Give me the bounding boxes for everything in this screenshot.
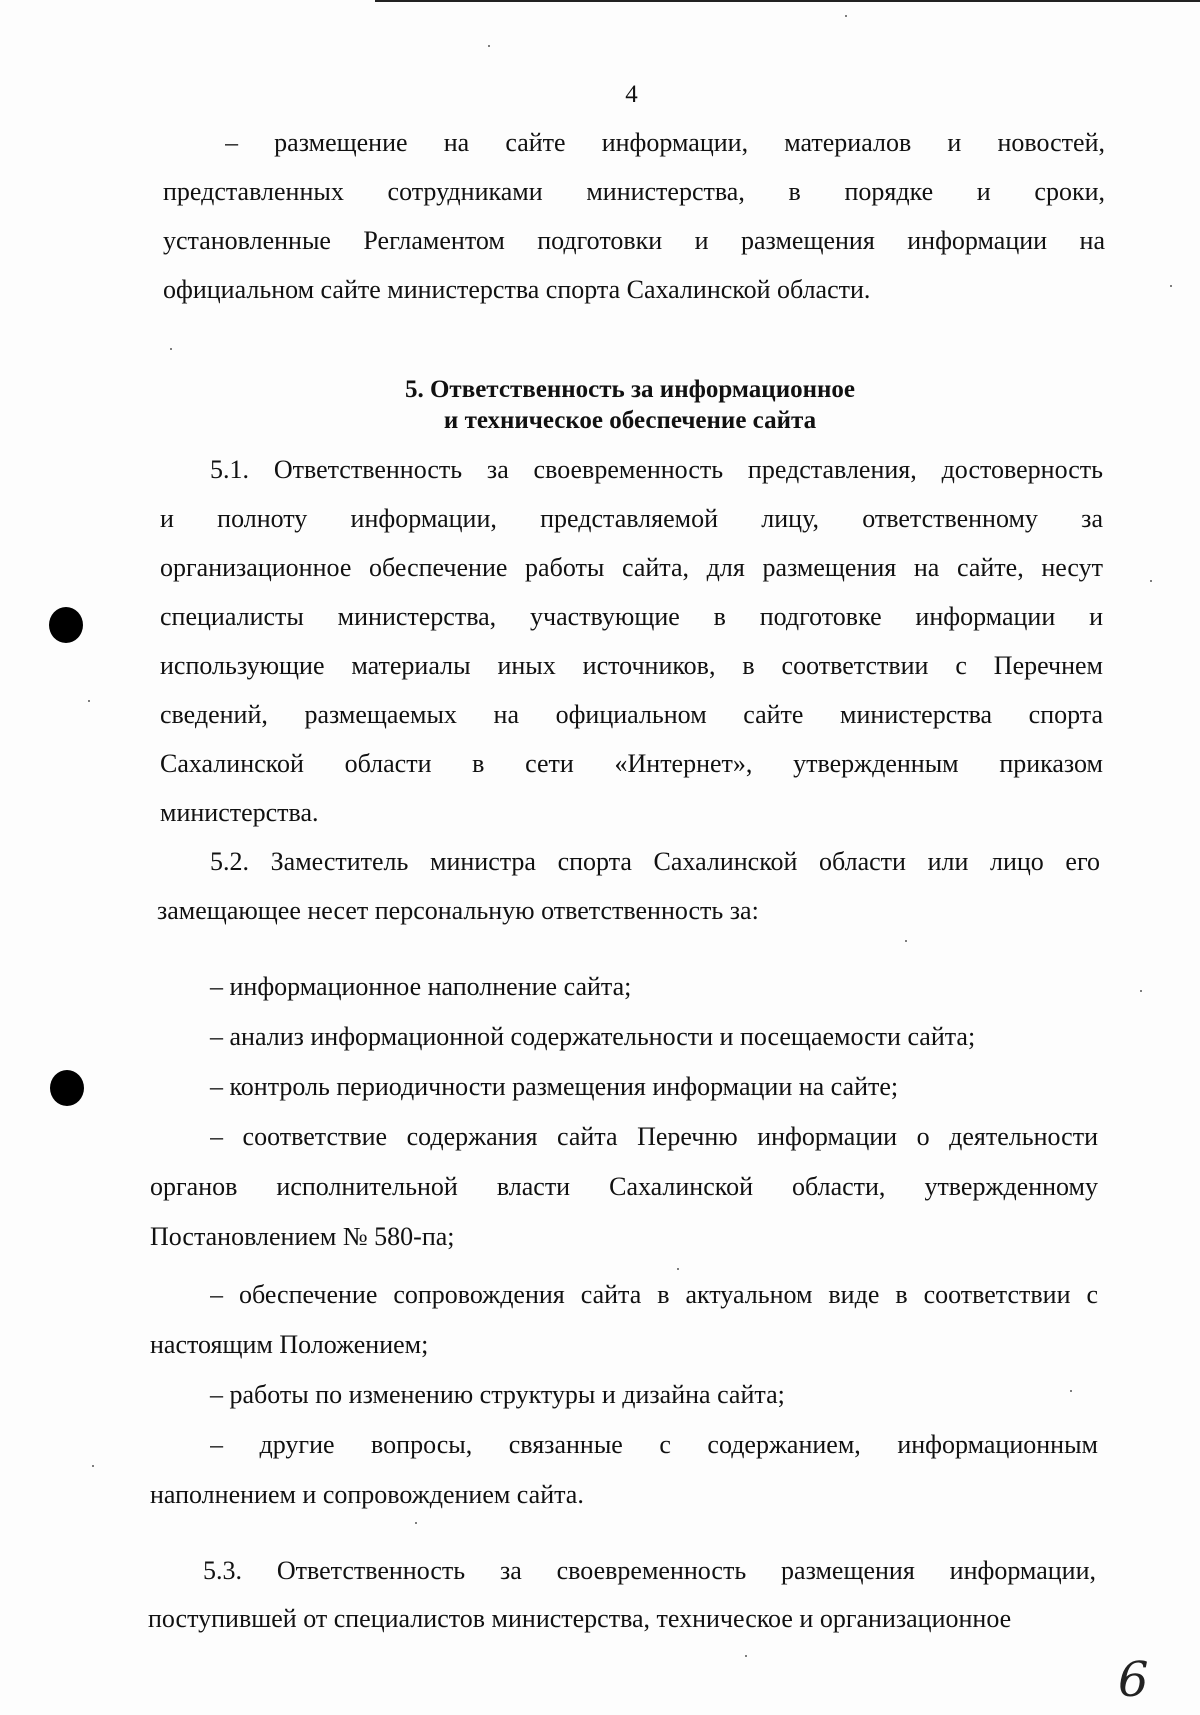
text-line: министерства. xyxy=(160,798,319,827)
scan-speck xyxy=(1140,990,1142,992)
scan-speck xyxy=(415,1522,417,1524)
text-line: Сахалинской области в сети «Интернет», утвержденным приказом xyxy=(160,749,1103,778)
scan-speck xyxy=(1170,285,1172,287)
list-item: – работы по изменению структуры и дизайна сайта; xyxy=(210,1380,785,1409)
text-line: установленные Регламентом подготовки и размещения информации на xyxy=(163,226,1105,255)
text-line: – размещение на сайте информации, материалов и новостей, xyxy=(225,128,1105,157)
scan-speck xyxy=(677,1268,679,1270)
text-line: поступившей от специалистов министерства, техническое и организационное xyxy=(148,1604,1012,1633)
scan-speck xyxy=(745,1655,747,1657)
scan-speck xyxy=(845,15,847,17)
text-line: представленных сотрудниками министерства, в порядке и сроки, xyxy=(163,177,1105,206)
scan-speck xyxy=(488,45,490,47)
scan-speck xyxy=(170,348,172,350)
text-line: использующие материалы иных источников, в соответствии с Перечнем xyxy=(160,651,1103,680)
handwritten-page-mark: 6 xyxy=(1118,1652,1149,1708)
text-line: и полноту информации, представляемой лицу, ответственному за xyxy=(160,504,1103,533)
section-heading-line: и техническое обеспечение сайта xyxy=(443,407,817,434)
scan-speck xyxy=(88,700,90,702)
list-item: Постановлением № 580-па; xyxy=(150,1222,455,1251)
scan-speck xyxy=(1150,580,1152,582)
list-item: настоящим Положением; xyxy=(150,1330,429,1359)
text-line: специалисты министерства, участвующие в подготовке информации и xyxy=(160,602,1103,631)
scan-speck xyxy=(92,1465,94,1467)
text-line: 5.2. Заместитель министра спорта Сахалинской области или лицо его xyxy=(210,847,1100,876)
text-line: 5.1. Ответственность за своевременность представления, достоверность xyxy=(210,455,1103,484)
punch-hole xyxy=(49,607,83,643)
list-item: органов исполнительной власти Сахалинской области, утвержденному xyxy=(150,1172,1098,1201)
list-item: наполнением и сопровождением сайта. xyxy=(150,1480,584,1509)
list-item: – анализ информационной содержательности и посещаемости сайта; xyxy=(210,1022,976,1051)
section-heading-line: 5. Ответственность за информационное xyxy=(404,376,856,403)
page-number: 4 xyxy=(625,81,638,108)
text-line: сведений, размещаемых на официальном сайте министерства спорта xyxy=(160,700,1103,729)
list-item: – контроль периодичности размещения информации на сайте; xyxy=(210,1072,899,1101)
scan-speck xyxy=(1070,1390,1072,1392)
scan-speck xyxy=(905,940,907,942)
list-item: – другие вопросы, связанные с содержанием, информационным xyxy=(210,1430,1098,1459)
list-item: – обеспечение сопровождения сайта в актуальном виде в соответствии с xyxy=(210,1280,1098,1309)
list-item: – информационное наполнение сайта; xyxy=(210,972,632,1001)
text-line: 5.3. Ответственность за своевременность размещения информации, xyxy=(203,1556,1096,1585)
text-line: организационное обеспечение работы сайта, для размещения на сайте, несут xyxy=(160,553,1103,582)
list-item: – соответствие содержания сайта Перечню информации о деятельности xyxy=(210,1122,1098,1151)
top-rule xyxy=(375,0,1200,2)
text-line: замещающее несет персональную ответственность за: xyxy=(157,896,759,925)
punch-hole xyxy=(50,1070,84,1106)
text-line: официальном сайте министерства спорта Сахалинской области. xyxy=(163,275,871,304)
